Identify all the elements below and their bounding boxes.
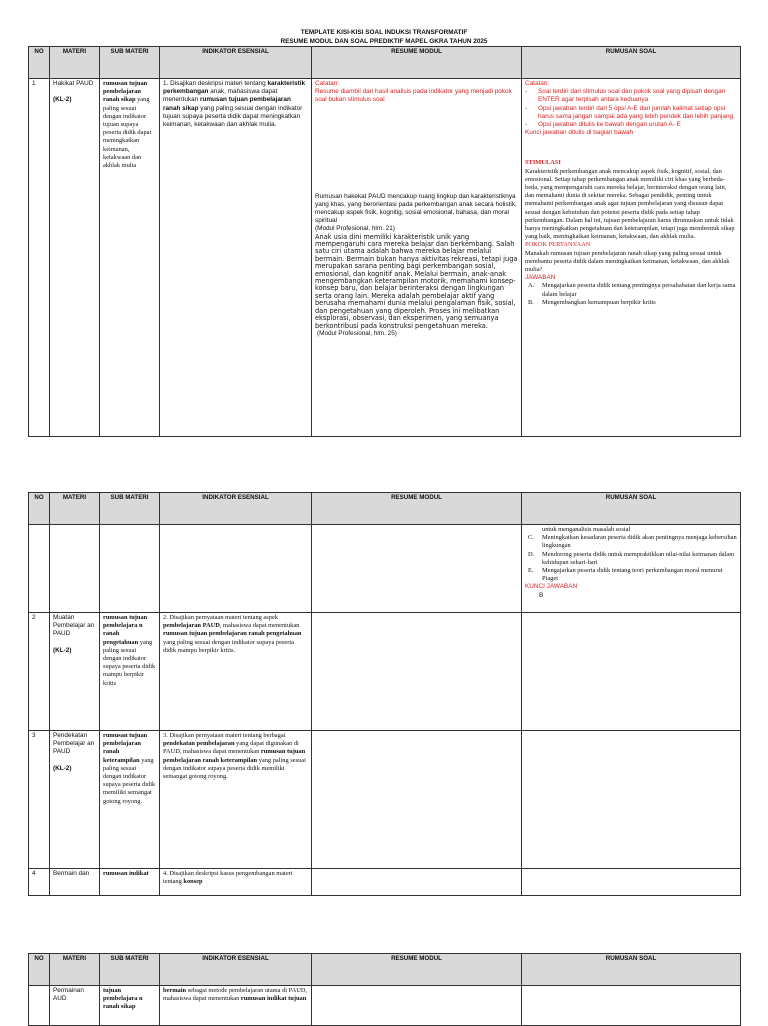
indikator-bold-1: konsep — [183, 878, 203, 886]
sub-materi-rest: yang paling sesuai dengan indikator supaya peserta didik memiliki semangat gotong royong. — [103, 756, 156, 805]
cell-rumusan — [522, 986, 741, 1026]
cell-indikator — [160, 731, 312, 869]
cell-sub-materi: tujuan pembelajara n ranah sikap — [100, 986, 160, 1026]
rumusan-notes-list — [525, 88, 737, 129]
list-item: - Opsi jawaban terdiri dari 5 opsi A-E dan jumlah kalimat setiap opsi harus sama jangan sampai ada yang lebih pendek dan lebih panjang — [525, 105, 737, 121]
materi-text: Muatan Pembelajar an PAUD — [53, 614, 95, 638]
cell-sub-materi — [100, 79, 160, 437]
option-letter: B. — [528, 298, 534, 306]
kisi-table-page-2 — [28, 492, 741, 896]
sub-materi-bold: rumusan tujuan pembelajara n ranah pengetahuan — [103, 614, 148, 646]
pokok-label: POKOK PERTANYAAN — [525, 241, 591, 249]
table-row — [29, 79, 741, 437]
indikator-pre: 4. Disajikan deskripsi kasus pengembangan materi tentang — [163, 870, 293, 886]
indikator-bold-2: rumusan indikat tujuan — [240, 995, 307, 1003]
materi-text: Hakikat PAUD — [53, 80, 94, 87]
indikator-post: yang paling sesuai dengan indikator supaya peserta didik mampu berpikir kritis. — [163, 638, 294, 654]
option-continuation: untuk menganalisis masalah sosial — [542, 526, 631, 533]
header-resume: RESUME MODUL — [312, 954, 522, 986]
resume-body: Anak usia dini memiliki karakteristik unik yang mempengaruhi cara mereka belajar dan berkembang. Salah satu ciri utama adalah bahwa mereka belajar melalui bermain. Bermain bukan hanya aktivitas rekreasi, tetapi juga merupakan sarana penting bagi perkembangan sosial, emosional, dan kognitif anak. Melalui bermain, anak-anak mengembangkan keterampilan motorik, memahami konsep-konsep baru, dan belajar berinteraksi dengan lingkungan serta orang lain. Mereka adalah pembelajar aktif yang berusaha memahami dunia melalui pengalaman fisik, sosial, dan pengetahuan yang diperoleh. Proses ini melibatkan eksplorasi, observasi, dan eksperimen, yang semuanya berkontribusi pada konstruksi pengetahuan mereka. — [315, 232, 518, 330]
table-row — [29, 525, 741, 613]
cell-rumusan — [522, 869, 741, 896]
option-a — [525, 282, 737, 298]
kunci-jawaban-label: KUNCI JAWABAN — [525, 583, 578, 591]
cell-rumusan — [522, 613, 741, 731]
indikator-pre: 2. Disajikan pernyataan materi tentang aspek — [163, 614, 278, 621]
indikator-mid: sebagai metode pembelajaran utama di PAUD, mahasiswa dapat menentukan — [163, 987, 308, 1003]
document-title: TEMPLATE KISI-KISI SOAL INDUKSI TRANSFORMATIF — [300, 29, 468, 36]
cell-no — [29, 986, 50, 1026]
kisi-table-page-1 — [28, 46, 741, 437]
cell-resume — [312, 525, 522, 613]
cell-rumusan — [522, 79, 741, 437]
indikator-mid: , mahasiswa dapat menentukan — [219, 622, 300, 630]
indikator-bold-1: karakteristik perkembangan — [163, 80, 306, 96]
header-no: NO — [29, 954, 50, 986]
indikator-post: yang paling sesuai dengan indikator tujuan supaya peserta didik dapat meningkatkan keimanan, ketakwaan dan akhlak mulia. — [163, 104, 303, 129]
resume-summary: Rumusan hakekat PAUD mencakup ruang lingkup dan karakteristiknya yang khas, yang berorientasi pada perkembangan anak secara holistik, mencakup aspek fisik, kognitig, sosial emosional, bahasa, dan moral spiritual — [315, 192, 517, 225]
materi-text: Pendekatan Pembelajar an PAUD — [53, 732, 95, 756]
cell-materi — [50, 613, 100, 731]
cell-materi: Bermain dan — [50, 869, 100, 896]
resume-note: Resume diambil dari hasil analisis pada indikator yang menjadi pokok soal bukan stimulus soal — [315, 88, 512, 104]
kunci-jawaban-value: B — [539, 591, 544, 599]
cell-materi — [50, 79, 100, 437]
header-resume: RESUME MODUL — [312, 47, 522, 79]
kl-label: (KL-2) — [53, 764, 72, 772]
cell-resume — [312, 731, 522, 869]
indikator-bold-1: pendekatan pembelajaran — [163, 740, 235, 748]
resume-reference-1: (Modul Profesional, hlm. 21) — [315, 225, 395, 233]
option-text: Mendorong peserta didik untuk mempraktikkan nilai-nilai keimanan dalam kehidupan sehari-hari — [542, 550, 735, 566]
header-indikator: INDIKATOR ESENSIAL — [160, 47, 312, 79]
cell-sub-materi: rumusan indikat — [100, 869, 160, 896]
option-c — [525, 534, 737, 550]
option-b — [525, 299, 737, 307]
cell-resume — [312, 613, 522, 731]
cell-rumusan — [522, 525, 741, 613]
stimulasi-text: Karakteristik perkembangan anak mencakup aspek fisik, kognitif, sosial, dan emosional. Setiap tahap perkembangan anak memiliki ciri khas yang berbeda-beda, yang mempengaruhi cara mereka belajar, berinteraksi dengan orang lain, dan memahami dunia di sekitar mereka. Sebagai pendidik, penting untuk memahami perkembangan anak agar tujuan pembelajaran yang disusun dapat sesuai dengan kebutuhan dan potensi peserta didik pada setiap tahap perkembangan. Dalam hal ini, tujuan pembelajaran harus dirumuskan untuk tidak hanya meningkatkan pengetahuan dan keterampilan, tetapi juga membentuk sikap yang baik, meningkatkan keimanan, ketakwaan, dan akhlak mulia. — [525, 167, 735, 241]
document-subtitle: RESUME MODUL DAN SOAL PREDIKTIF MAPEL GKRA TAHUN 2025 — [280, 38, 488, 45]
indikator-bold-2: rumusan tujuan pembelajaran ranah keterampilan — [163, 748, 306, 764]
indikator-pre: 3. Disajikan pernyataan materi tentang berbagai — [163, 732, 286, 739]
header-rumusan: RUMUSAN SOAL — [522, 47, 741, 79]
indikator-bold-2: rumusan tujuan pembelajaran ranah pengetahuan — [163, 630, 302, 638]
sub-materi-bold: rumusan tujuan pembelajaran ranah keterampilan — [103, 732, 148, 764]
option-text: Meningkatkan kesadaran peserta didik akan pentingnya menjaga kebersihan lingkungan — [542, 534, 737, 550]
header-sub-materi: SUB MATERI — [100, 493, 160, 525]
table-header-row — [29, 493, 741, 525]
header-materi: MATERI — [50, 47, 100, 79]
option-letter: A. — [528, 282, 535, 290]
kl-label: (KL-2) — [53, 646, 72, 654]
sub-materi-rest: yang paling sesuai dengan indikator supaya peserta didik mampu berpikir kritis — [103, 638, 156, 687]
resume-reference-2: (Modul Profesional, hlm. 25) — [317, 329, 397, 337]
cell-materi — [50, 525, 100, 613]
option-letter: C. — [528, 534, 534, 542]
indikator-bold-1: pembelajaran PAUD — [163, 622, 220, 630]
table-header-row — [29, 47, 741, 79]
options-list — [525, 534, 737, 583]
indikator-bold-2: rumusan tujuan pembelajaran ranah sikap — [163, 96, 291, 112]
header-materi: MATERI — [50, 954, 100, 986]
option-letter: E. — [528, 567, 534, 575]
sub-materi-rest: yang paling sesuai dengan indikator tujuan supaya peserta didik dapat meningkatkan keimanan, ketakwaan dan akhlak mulia — [103, 96, 152, 170]
table-header-row — [29, 954, 741, 986]
indikator-post: yang paling sesuai dengan indikator supaya peserta didik memiliki semangat gotong royong. — [163, 756, 306, 781]
header-no: NO — [29, 47, 50, 79]
list-item: - Opsi jawaban ditulis ke bawah dengan urutan A- E — [525, 121, 737, 129]
header-rumusan: RUMUSAN SOAL — [522, 493, 741, 525]
cell-sub-materi — [100, 731, 160, 869]
cell-materi: Permainan AUD — [50, 986, 100, 1026]
kisi-table-page-3 — [28, 953, 741, 1026]
kl-label: (KL-2) — [53, 96, 72, 104]
cell-rumusan — [522, 731, 741, 869]
option-text: Mengembangkan kemampuan berpikir kritis — [542, 298, 656, 306]
option-e — [525, 567, 737, 583]
header-rumusan: RUMUSAN SOAL — [522, 954, 741, 986]
indikator-mid: anak, mahasiswa dapat menentukan — [163, 88, 278, 104]
table-row — [29, 869, 741, 896]
cell-resume — [312, 79, 522, 437]
rumusan-kunci-note: Kunci jawaban ditulis di bagian bawah — [525, 129, 634, 137]
cell-indikator — [160, 525, 312, 613]
cell-resume — [312, 869, 522, 896]
option-text: Mengajarkan peserta didik tentang pentingnya persahabatan dan kerja sama dalam belajar — [542, 282, 736, 298]
header-indikator: INDIKATOR ESENSIAL — [160, 493, 312, 525]
indikator-pre: 1. Disajikan deskripsi materi tentang — [163, 80, 268, 87]
table-row — [29, 731, 741, 869]
cell-materi — [50, 731, 100, 869]
jawaban-label: JAWABAN — [525, 274, 556, 282]
cell-indikator — [160, 613, 312, 731]
stimulasi-label: STIMULASI — [525, 159, 561, 167]
cell-resume — [312, 986, 522, 1026]
cell-no: 3 — [29, 731, 50, 869]
indikator-mid: yang dapat digunakan di PAUD, mahasiswa dapat menentukan — [163, 740, 299, 756]
cell-indikator — [160, 869, 312, 896]
cell-no: 2 — [29, 613, 50, 731]
table-row — [29, 613, 741, 731]
header-resume: RESUME MODUL — [312, 493, 522, 525]
header-sub-materi: SUB MATERI — [100, 954, 160, 986]
cell-indikator — [160, 986, 312, 1026]
rumusan-catatan-label: Catatan: — [525, 80, 550, 87]
cell-sub-materi — [100, 525, 160, 613]
header-materi: MATERI — [50, 493, 100, 525]
cell-no: 4 — [29, 869, 50, 896]
header-no: NO — [29, 493, 50, 525]
pokok-text: Manakah rumusan tujuan pembelajaran ranah sikap yang paling sesuai untuk membantu peserta didik dalam meningkatkan keimanan, ketakwaan, dan akhlak mulia? — [525, 249, 730, 274]
sub-materi-bold: rumusan tujuan pembelajaran ranah sikap — [103, 80, 148, 104]
option-text: Mengajarkan peserta didik tentang teori perkembangan moral menurut Piaget — [542, 567, 723, 583]
table-row — [29, 986, 741, 1026]
header-indikator: INDIKATOR ESENSIAL — [160, 954, 312, 986]
document-titles — [0, 28, 768, 46]
list-item: - Soal terdiri dari stimulus soal dan pokok soal yang dipisah dengan ENTER agar terpisah antara keduanya — [525, 88, 737, 104]
cell-sub-materi — [100, 613, 160, 731]
cell-no: 1 — [29, 79, 50, 437]
option-d — [525, 551, 737, 567]
option-letter: D. — [528, 550, 535, 558]
resume-catatan-label: Catatan: — [315, 80, 340, 87]
cell-no — [29, 525, 50, 613]
options-list — [525, 282, 737, 307]
header-sub-materi: SUB MATERI — [100, 47, 160, 79]
indikator-bold-1: bermain — [163, 987, 187, 994]
cell-indikator — [160, 79, 312, 437]
